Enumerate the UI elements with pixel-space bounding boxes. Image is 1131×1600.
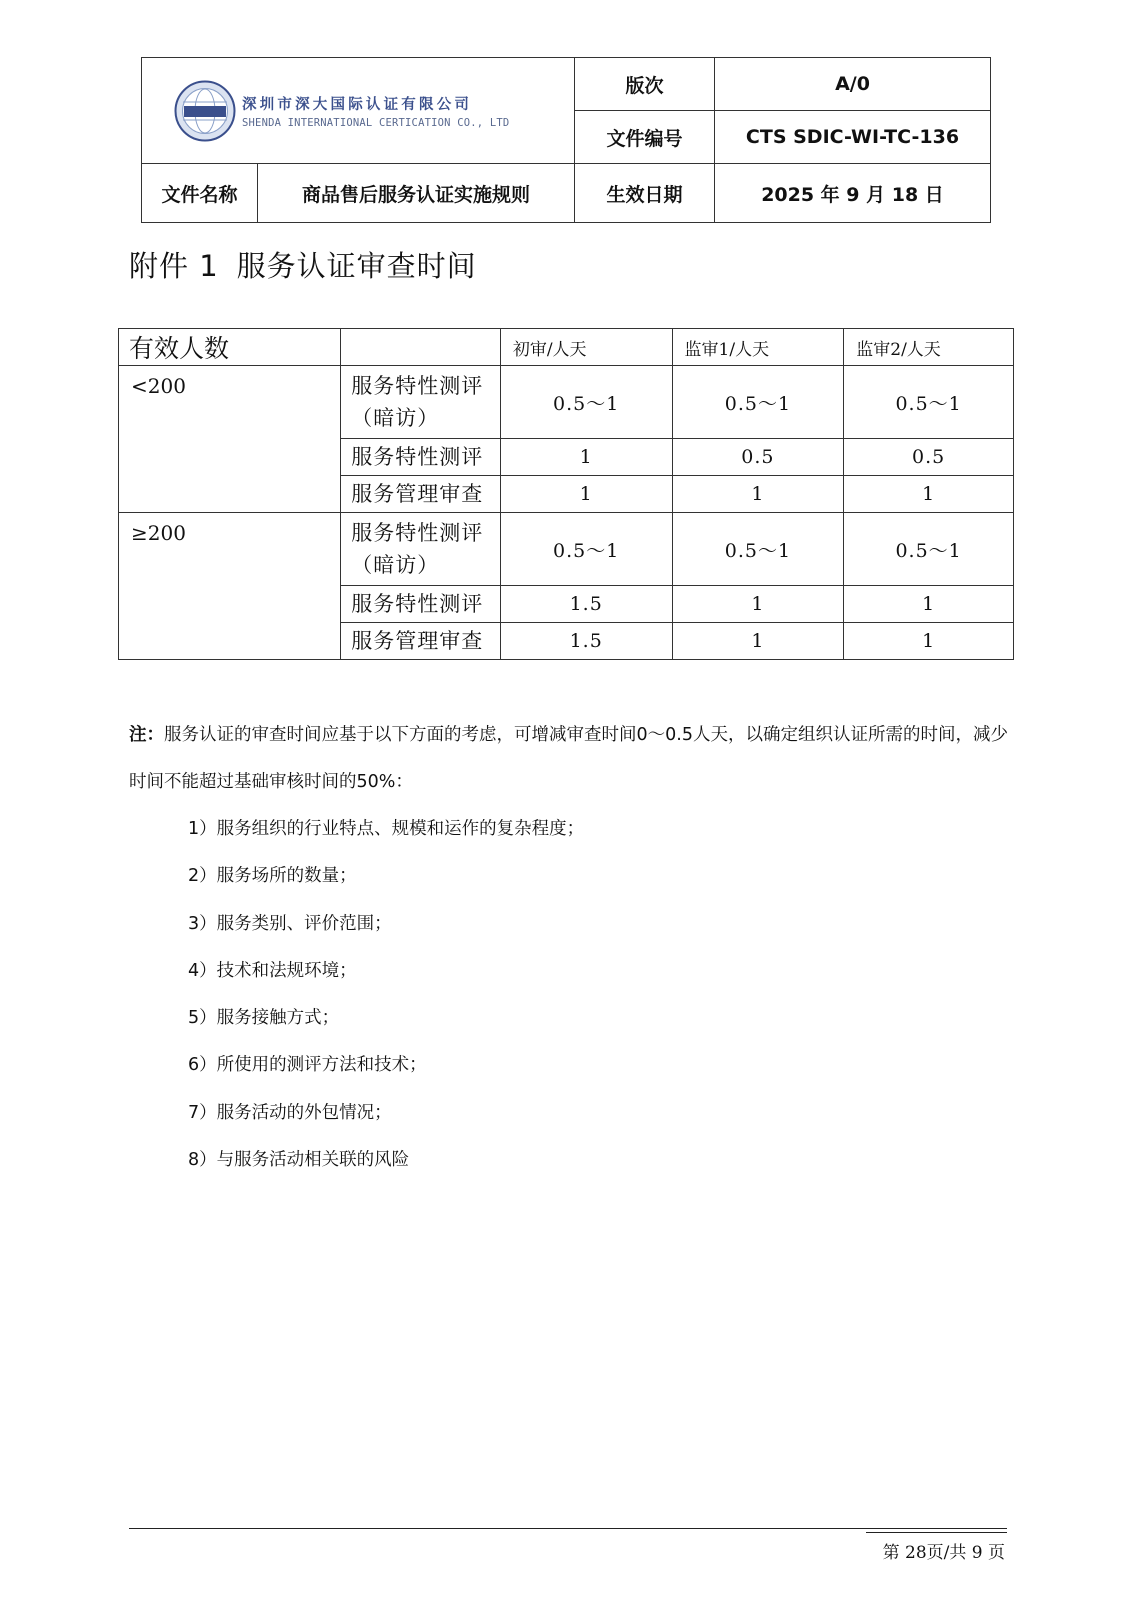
page-number: 第 28页/共 9 页 <box>882 1543 1005 1563</box>
table-cell: 0.5 <box>672 439 844 476</box>
version-value: A/0 <box>715 58 991 111</box>
column-header: 初审/人天 <box>500 329 672 366</box>
note-label: 注： <box>129 725 164 745</box>
row-item: 服务管理审查 <box>341 623 501 660</box>
row-item: 服务特性测评（暗访） <box>341 366 501 439</box>
table-cell: 0.5～1 <box>844 513 1014 586</box>
audit-time-table <box>118 328 1014 660</box>
table-cell: 1 <box>844 476 1014 513</box>
company-logo-icon <box>174 80 236 142</box>
row-item: 服务管理审查 <box>341 476 501 513</box>
table-cell: 0.5～1 <box>500 366 672 439</box>
list-item: 6）所使用的测评方法和技术； <box>188 1055 427 1076</box>
list-item: 4）技术和法规环境； <box>188 960 357 981</box>
consideration-list <box>188 806 584 1184</box>
column-header: 监审1/人天 <box>672 329 844 366</box>
group-label: ≥200 <box>119 513 341 660</box>
table-cell: 0.5～1 <box>500 513 672 586</box>
doc-number-label: 文件编号 <box>575 111 715 164</box>
table-header-row <box>119 329 1014 366</box>
version-label: 版次 <box>575 58 715 111</box>
column-header <box>341 329 501 366</box>
table-cell: 1 <box>672 476 844 513</box>
doc-number-value: CTS SDIC-WI-TC-136 <box>715 111 991 164</box>
company-logo-cell <box>142 58 575 164</box>
table-cell: 1 <box>500 476 672 513</box>
attachment-title: 服务认证审查时间 <box>236 249 477 283</box>
note-text: 服务认证的审查时间应基于以下方面的考虑，可增减审查时间0～0.5人天，以确定组织认证所需的时间，减少时间不能超过基础审核时间的50%： <box>129 725 1008 792</box>
table-row <box>119 366 1014 439</box>
footer-divider <box>129 1528 1007 1529</box>
table-cell: 1 <box>500 439 672 476</box>
company-name-en: SHENDA INTERNATIONAL CERTICATION CO., LTD <box>242 117 510 129</box>
list-item: 8）与服务活动相关联的风险 <box>188 1150 410 1171</box>
table-cell: 1.5 <box>500 586 672 623</box>
attachment-heading <box>129 244 477 285</box>
table-row <box>119 513 1014 586</box>
table-cell: 0.5～1 <box>844 366 1014 439</box>
list-item: 5）服务接触方式； <box>188 1008 340 1029</box>
list-item: 7）服务活动的外包情况； <box>188 1102 392 1123</box>
attachment-number: 附件 1 <box>129 249 219 283</box>
effective-date-label: 生效日期 <box>575 164 715 223</box>
table-cell: 1 <box>844 586 1014 623</box>
list-item: 1）服务组织的行业特点、规模和运作的复杂程度； <box>188 819 585 839</box>
doc-name-value: 商品售后服务认证实施规则 <box>258 164 575 223</box>
effective-date-value: 2025 年 9 月 18 日 <box>715 164 991 223</box>
table-cell: 0.5～1 <box>672 366 844 439</box>
list-item: 3）服务类别、评价范围； <box>188 913 392 934</box>
doc-name-label: 文件名称 <box>142 164 258 223</box>
note-paragraph <box>129 712 1009 806</box>
company-name-cn: 深圳市深大国际认证有限公司 <box>242 97 473 113</box>
table-cell: 1 <box>672 586 844 623</box>
column-header: 监审2/人天 <box>844 329 1014 366</box>
row-item: 服务特性测评 <box>341 439 501 476</box>
table-cell: 1 <box>672 623 844 660</box>
footer-divider-short <box>866 1532 1007 1533</box>
table-cell: 1 <box>844 623 1014 660</box>
list-item: 2）服务场所的数量； <box>188 866 357 887</box>
table-cell: 0.5～1 <box>672 513 844 586</box>
row-item: 服务特性测评 <box>341 586 501 623</box>
column-header: 有效人数 <box>119 329 341 366</box>
table-cell: 0.5 <box>844 439 1014 476</box>
row-item: 服务特性测评（暗访） <box>341 513 501 586</box>
group-label: <200 <box>119 366 341 513</box>
table-cell: 1.5 <box>500 623 672 660</box>
document-header-table <box>141 57 991 223</box>
